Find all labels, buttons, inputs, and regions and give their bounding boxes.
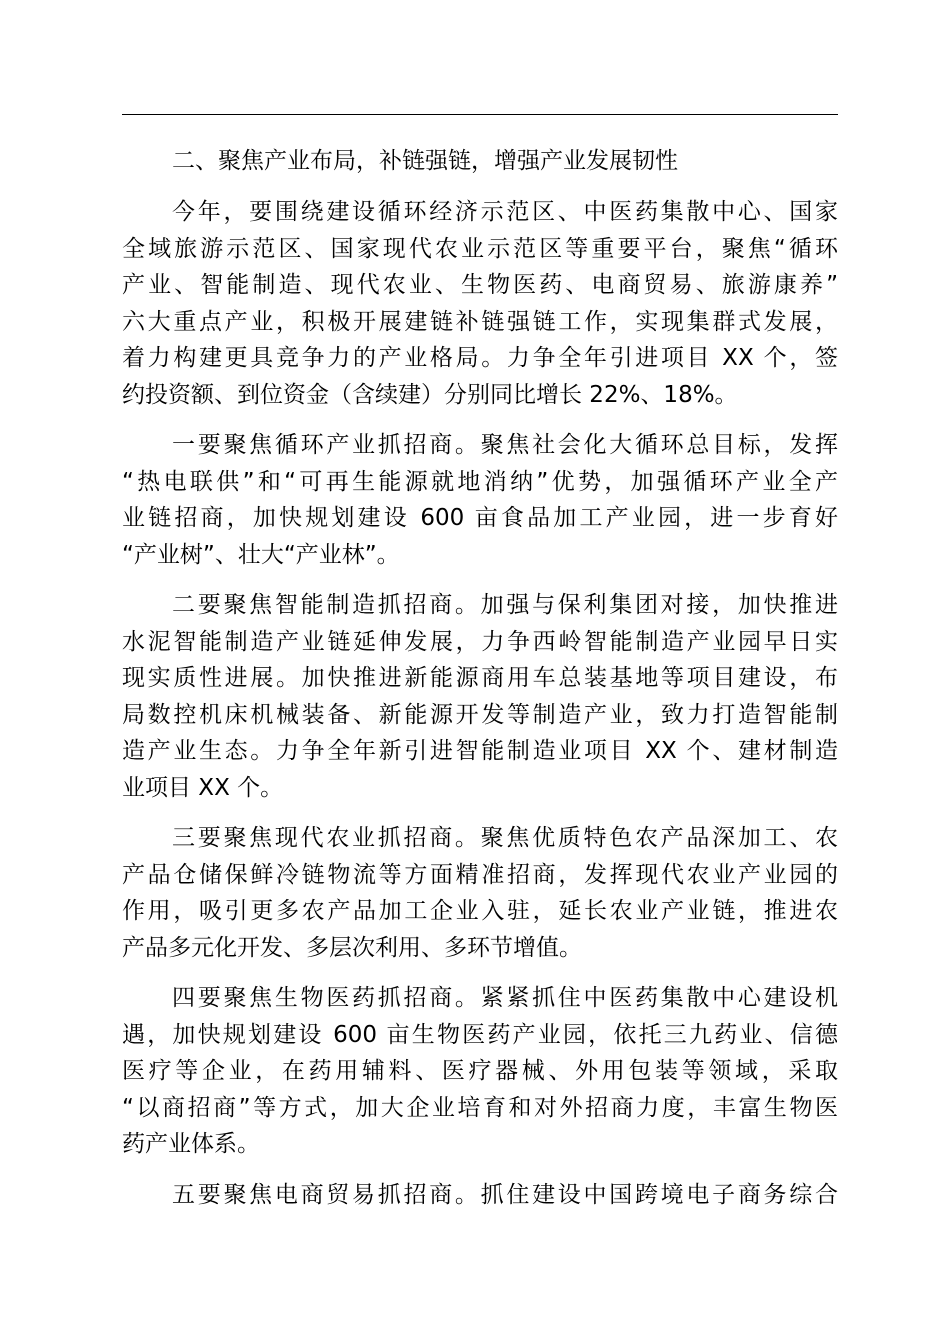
paragraph-line: 六大重点产业，积极开展建链补链强链工作，实现集群式发展， bbox=[122, 308, 838, 335]
paragraph-line: 四要聚焦生物医药抓招商。紧紧抓住中医药集散中心建设机 bbox=[172, 985, 838, 1011]
paragraph-line: 二要聚焦智能制造抓招商。加强与保利集团对接，加快推进 bbox=[172, 592, 838, 618]
paragraph-line: 今年，要围绕建设循环经济示范区、中医药集散中心、国家 bbox=[172, 199, 838, 225]
header-rule bbox=[122, 114, 838, 115]
paragraph-line: 三要聚焦现代农业抓招商。聚焦优质特色农产品深加工、农 bbox=[172, 825, 838, 851]
paragraph-line: 业链招商，加快规划建设 600 亩食品加工产业园，进一步育好 bbox=[122, 505, 838, 531]
paragraph-line: “热电联供”和“可再生能源就地消纳”优势，加强循环产业全产 bbox=[122, 468, 838, 495]
paragraph-line: 造产业生态。力争全年新引进智能制造业项目 XX 个、建材制造 bbox=[122, 738, 838, 764]
paragraph-line: 产品多元化开发、多层次利用、多环节增值。 bbox=[122, 934, 582, 961]
paragraph bbox=[122, 427, 838, 573]
paragraph bbox=[122, 980, 838, 1163]
paragraph-line: 作用，吸引更多农产品加工企业入驻，延长农业产业链，推进农 bbox=[122, 898, 838, 924]
paragraph bbox=[122, 587, 838, 806]
paragraph-line: 局数控机床机械装备、新能源开发等制造产业，致力打造智能制 bbox=[122, 701, 838, 728]
paragraph-line: 五要聚焦电商贸易抓招商。抓住建设中国跨境电子商务综合 bbox=[172, 1181, 838, 1208]
section-heading: 二、聚焦产业布局，补链强链，增强产业发展韧性 bbox=[172, 148, 678, 174]
paragraph-line: 约投资额、到位资金（含续建）分别同比增长 22%、18%。 bbox=[122, 381, 738, 408]
paragraph-line: 水泥智能制造产业链延伸发展，力争西岭智能制造产业园早日实 bbox=[122, 628, 838, 655]
paragraph-line: 产业、智能制造、现代农业、生物医药、电商贸易、旅游康养” bbox=[122, 272, 838, 298]
paragraph bbox=[122, 194, 838, 413]
paragraph-line: 全域旅游示范区、国家现代农业示范区等重要平台，聚焦“循环 bbox=[122, 235, 838, 262]
paragraph-line: 一要聚焦循环产业抓招商。聚焦社会化大循环总目标，发挥 bbox=[172, 432, 838, 458]
paragraph-line: 医疗等企业，在药用辅料、医疗器械、外用包装等领域，采取 bbox=[122, 1058, 838, 1084]
paragraph-line: 现实质性进展。加快推进新能源商用车总装基地等项目建设，布 bbox=[122, 665, 838, 691]
paragraph-line: “以商招商”等方式，加大企业培育和对外招商力度，丰富生物医 bbox=[122, 1094, 838, 1121]
paragraph-line: 业项目 XX 个。 bbox=[122, 774, 284, 801]
paragraph-line: 药产业体系。 bbox=[122, 1131, 260, 1157]
paragraph-line: 产品仓储保鲜冷链物流等方面精准招商，发挥现代农业产业园的 bbox=[122, 861, 838, 888]
paragraph-list bbox=[122, 194, 838, 1213]
paragraph bbox=[122, 1177, 838, 1214]
document-body bbox=[122, 143, 838, 1227]
paragraph-line: “产业树”、壮大“产业林”。 bbox=[122, 541, 400, 568]
paragraph-line: 遇，加快规划建设 600 亩生物医药产业园，依托三九药业、信德 bbox=[122, 1021, 838, 1048]
paragraph-line: 着力构建更具竞争力的产业格局。力争全年引进项目 XX 个，签 bbox=[122, 345, 838, 371]
paragraph bbox=[122, 820, 838, 966]
